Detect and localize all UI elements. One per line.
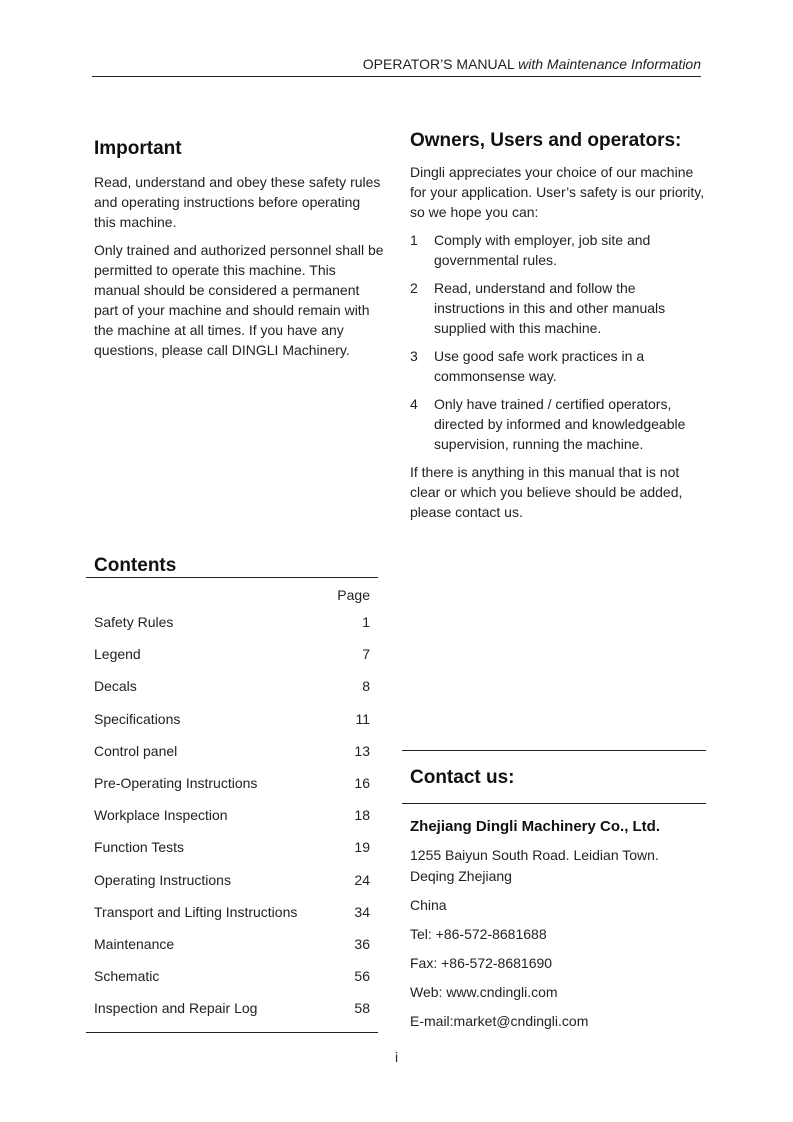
toc-row [86, 807, 378, 839]
list-item-text: Read, understand and follow the instructions in this and other manuals supplied with this machine. [434, 280, 666, 336]
list-item [410, 346, 706, 386]
toc-row [86, 646, 378, 678]
contents-bottom-divider [86, 1032, 378, 1033]
list-item-number: 3 [410, 348, 418, 364]
contact-section [402, 750, 706, 1032]
toc-row [86, 968, 378, 1000]
list-item-number: 4 [410, 396, 418, 412]
toc-row [86, 839, 378, 871]
toc-page: 8 [362, 678, 370, 695]
list-item-text: Only have trained / certified operators, directed by informed and knowledgeable supervision, running the machine. [434, 396, 686, 452]
toc-label: Decals [94, 678, 137, 695]
owners-section [410, 130, 706, 522]
toc-label: Operating Instructions [94, 871, 231, 888]
toc-row [86, 743, 378, 775]
toc-row [86, 775, 378, 807]
toc-page: 56 [354, 968, 370, 985]
contents-title: Contents [94, 555, 177, 576]
important-paragraph-2: Only trained and authorized personnel shall be permitted to operate this machine. This manual should be considered a permanent part of your machine and should remain with the machine at all times. If you have any questions, please call DINGLI Machinery. [94, 242, 384, 358]
contact-title: Contact us: [410, 767, 515, 788]
contact-fax: Fax: +86-572-8681690 [410, 955, 553, 971]
company-name: Zhejiang Dingli Machinery Co., Ltd. [410, 818, 661, 835]
address-country: China [410, 897, 447, 913]
list-item [410, 230, 706, 270]
toc-page: 34 [354, 903, 370, 920]
list-item-text: Use good safe work practices in a commonsense way. [434, 348, 645, 384]
header-title: OPERATOR’S MANUAL [362, 56, 515, 72]
contact-top-divider [402, 750, 706, 751]
toc-label: Workplace Inspection [94, 807, 228, 824]
list-item [410, 394, 706, 454]
toc-label: Specifications [94, 710, 181, 727]
toc-label: Schematic [94, 968, 160, 985]
address-line-2: Deqing Zhejiang [410, 868, 512, 884]
owners-outro: If there is anything in this manual that is not clear or which you believe should be added, please contact us. [410, 464, 683, 520]
toc-page: 19 [354, 839, 370, 856]
toc-page: 58 [354, 1000, 370, 1017]
header-subtitle: with Maintenance Information [518, 56, 701, 72]
toc-row [86, 1000, 378, 1032]
toc-page: 1 [362, 614, 370, 630]
important-paragraph-1: Read, understand and obey these safety rules and operating instructions before operating this machine. [94, 174, 381, 230]
running-header [92, 56, 701, 72]
contact-email: E-mail:market@cndingli.com [410, 1013, 589, 1029]
toc-label: Pre-Operating Instructions [94, 774, 258, 791]
toc-page: 36 [354, 935, 370, 952]
toc-row [86, 678, 378, 710]
toc-row [86, 936, 378, 968]
owners-title: Owners, Users and operators: [410, 130, 682, 151]
toc-page: 16 [354, 774, 370, 791]
contact-web: Web: www.cndingli.com [410, 984, 558, 1000]
owners-intro: Dingli appreciates your choice of our machine for your application. User’s safety is our priority, so we hope you can: [410, 164, 705, 220]
contents-page-header: Page [337, 587, 370, 603]
toc-label: Maintenance [94, 935, 175, 952]
toc-label: Control panel [94, 742, 178, 759]
toc-row [86, 614, 378, 646]
list-item-text: Comply with employer, job site and governmental rules. [434, 232, 651, 268]
important-section [94, 138, 384, 360]
header-divider [92, 76, 701, 77]
owners-list [410, 230, 706, 454]
toc-label: Transport and Lifting Instructions [94, 903, 298, 920]
toc-row [86, 904, 378, 936]
toc-label: Inspection and Repair Log [94, 1000, 258, 1017]
toc-page: 13 [354, 742, 370, 759]
important-title: Important [94, 138, 182, 159]
contact-title-divider [402, 803, 706, 804]
address-line-1: 1255 Baiyun South Road. Leidian Town. [410, 847, 659, 863]
contents-top-divider [86, 577, 378, 578]
toc-page: 7 [362, 646, 370, 663]
table-of-contents [86, 555, 378, 1033]
list-item [410, 278, 706, 338]
toc-row [86, 711, 378, 743]
contact-tel: Tel: +86-572-8681688 [410, 926, 547, 942]
toc-row [86, 872, 378, 904]
toc-label: Legend [94, 646, 141, 663]
toc-label: Safety Rules [94, 614, 174, 630]
page-number: i [394, 1049, 399, 1065]
toc-page: 18 [354, 807, 370, 824]
toc-page: 24 [354, 871, 370, 888]
list-item-number: 2 [410, 280, 418, 296]
list-item-number: 1 [410, 232, 418, 248]
toc-page: 11 [355, 710, 370, 727]
toc-label: Function Tests [94, 839, 185, 856]
